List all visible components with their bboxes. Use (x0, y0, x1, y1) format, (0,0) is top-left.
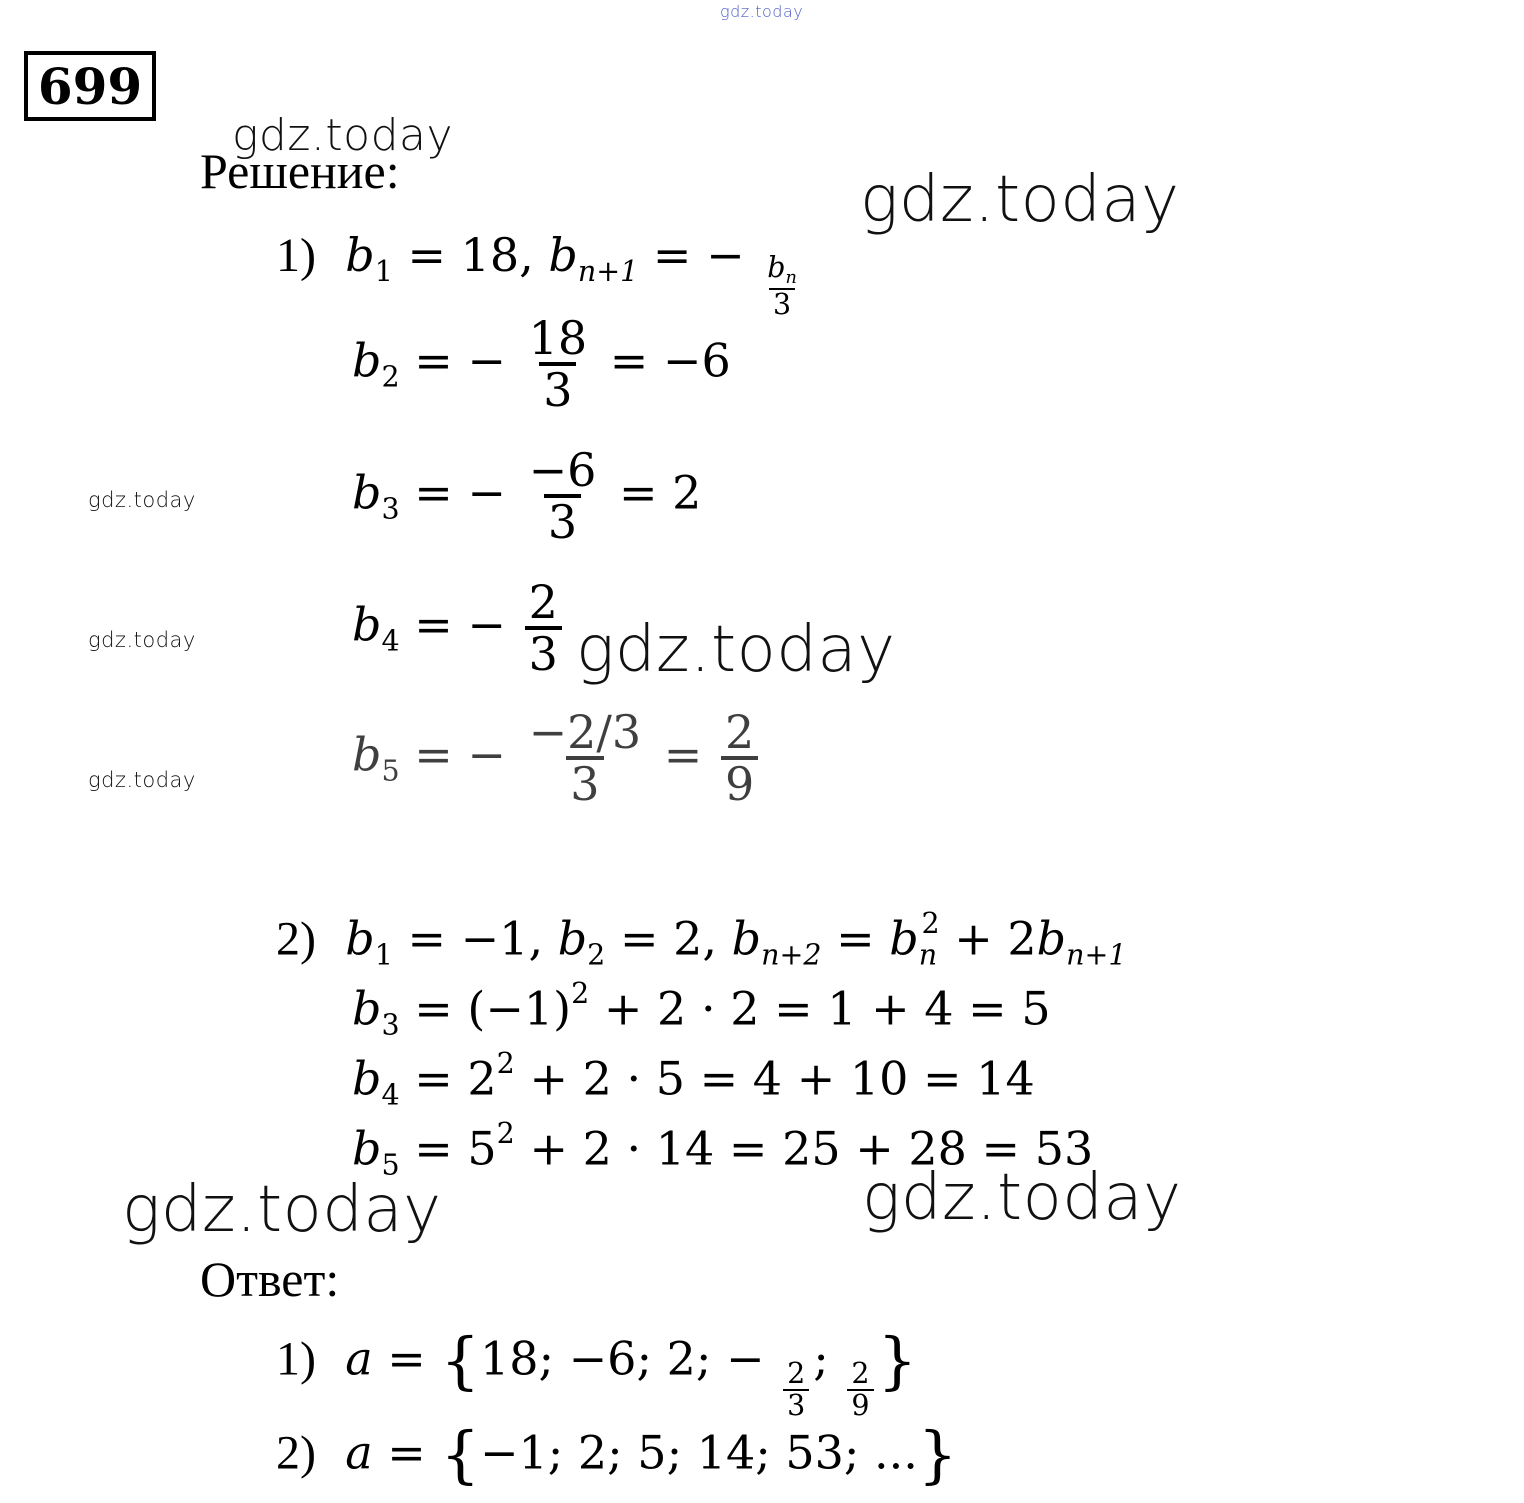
watermark-top: gdz.today (720, 2, 804, 21)
watermark: gdz.today (88, 488, 196, 512)
recurrence-fraction: $\frac{b_n}{3}$ (767, 251, 797, 321)
watermark: gdz.today (860, 163, 1180, 237)
answer-line-2: 2) a = {−1; 2; 5; 14; 53; ...} (276, 1418, 958, 1491)
part1-b3: $b_3$ = − $\frac{-6}{3}$ = 2 (352, 443, 702, 550)
watermark: gdz.today (576, 613, 896, 687)
watermark: gdz.today (862, 1161, 1182, 1235)
watermark: gdz.today (88, 768, 196, 792)
part2-b3: $b_3 = (-1)^2 + 2 \cdot 2 = 1 + 4 = 5$ (352, 977, 1051, 1042)
watermark: gdz.today (88, 628, 196, 652)
part2-given: 2) $b_1 = -1$, $b_2 = 2$, $b_{n+2} = b_n^2 + 2b_{n+1}$ (276, 907, 1127, 972)
answer-line-1: 1) a = {18; −6; 2; − $\frac{2}{3}$ ; $\frac{2}{9}$ } (276, 1324, 918, 1422)
part2-b4: $b_4 = 2^2 + 2 \cdot 5 = 4 + 10 = 14$ (352, 1047, 1035, 1112)
part1-b4: $b_4$ = − $\frac{2}{3}$ (352, 578, 566, 679)
part1-given: 1) $b_1 = 18$, $b_{n+1}$ = − $\frac{b_n}{3}$ (276, 232, 805, 320)
watermark: gdz.today (232, 110, 454, 161)
part2-b5: $b_5 = 5^2 + 2 \cdot 14 = 25 + 28 = 53$ (352, 1117, 1094, 1182)
solution-label: Решение: (200, 143, 400, 199)
watermark: gdz.today (122, 1173, 442, 1247)
part1-b5: $b_5$ = − $\frac{-2/3}{3}$ = $\frac{2}{9}$ (352, 708, 762, 809)
problem-number-badge (24, 51, 156, 121)
answer-label: Ответ: (200, 1251, 340, 1307)
problem-number: 699 (37, 56, 143, 116)
part1-b2: $b_2$ = − $\frac{18}{3}$ = −6 (352, 311, 731, 418)
